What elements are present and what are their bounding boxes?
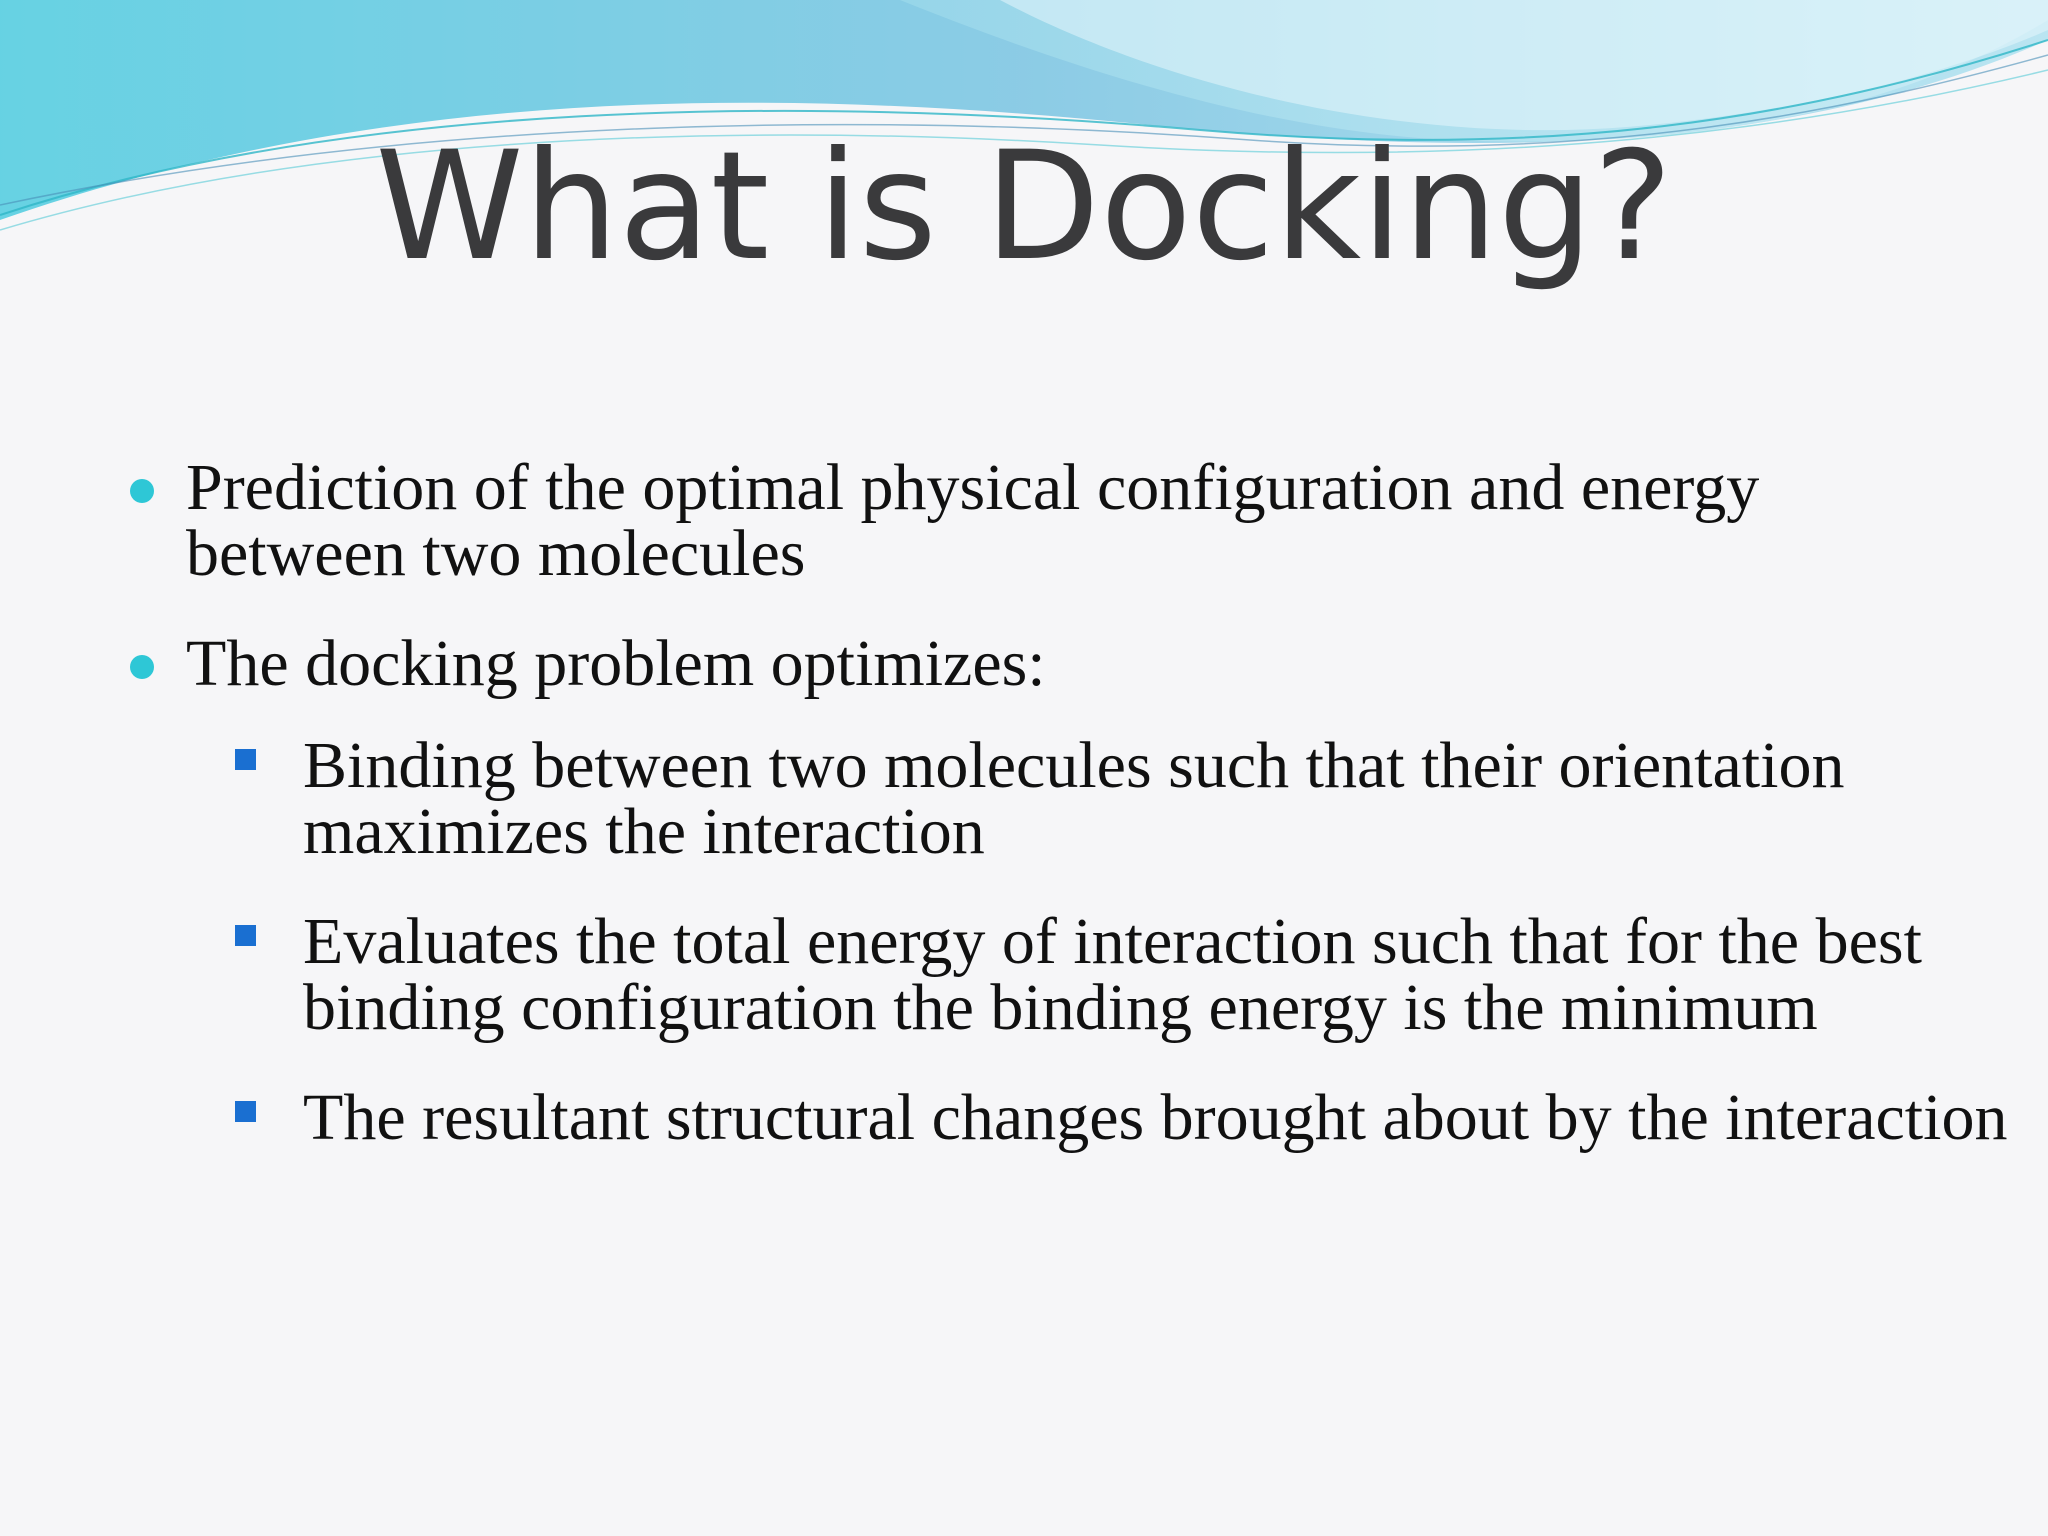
circle-bullet-icon [130, 479, 154, 503]
sub-bullet-text: The resultant structural changes brought about by the interaction [303, 1081, 2008, 1154]
sub-bullet-list [120, 729, 2008, 1154]
circle-bullet-icon [130, 655, 154, 679]
sub-bullet-item [120, 905, 2023, 1044]
bullet-list [120, 451, 2008, 1195]
sub-bullet-item [120, 1081, 2023, 1154]
slide-title: What is Docking? [375, 120, 1673, 294]
sub-bullet-item [120, 729, 2023, 868]
sub-bullet-text: Binding between two molecules such that their orientation maximizes the interaction [303, 729, 1845, 868]
square-bullet-icon [235, 925, 256, 946]
square-bullet-icon [235, 1101, 256, 1122]
bullet-text: Prediction of the optimal physical configuration and energy between two molecules [186, 451, 1760, 590]
bullet-text: The docking problem optimizes: [186, 627, 1046, 700]
bullet-item [120, 627, 1920, 700]
sub-bullet-text: Evaluates the total energy of interaction such that for the best binding configuration the binding energy is the minimum [303, 905, 1922, 1044]
square-bullet-icon [235, 749, 256, 770]
bullet-item [120, 451, 1920, 590]
